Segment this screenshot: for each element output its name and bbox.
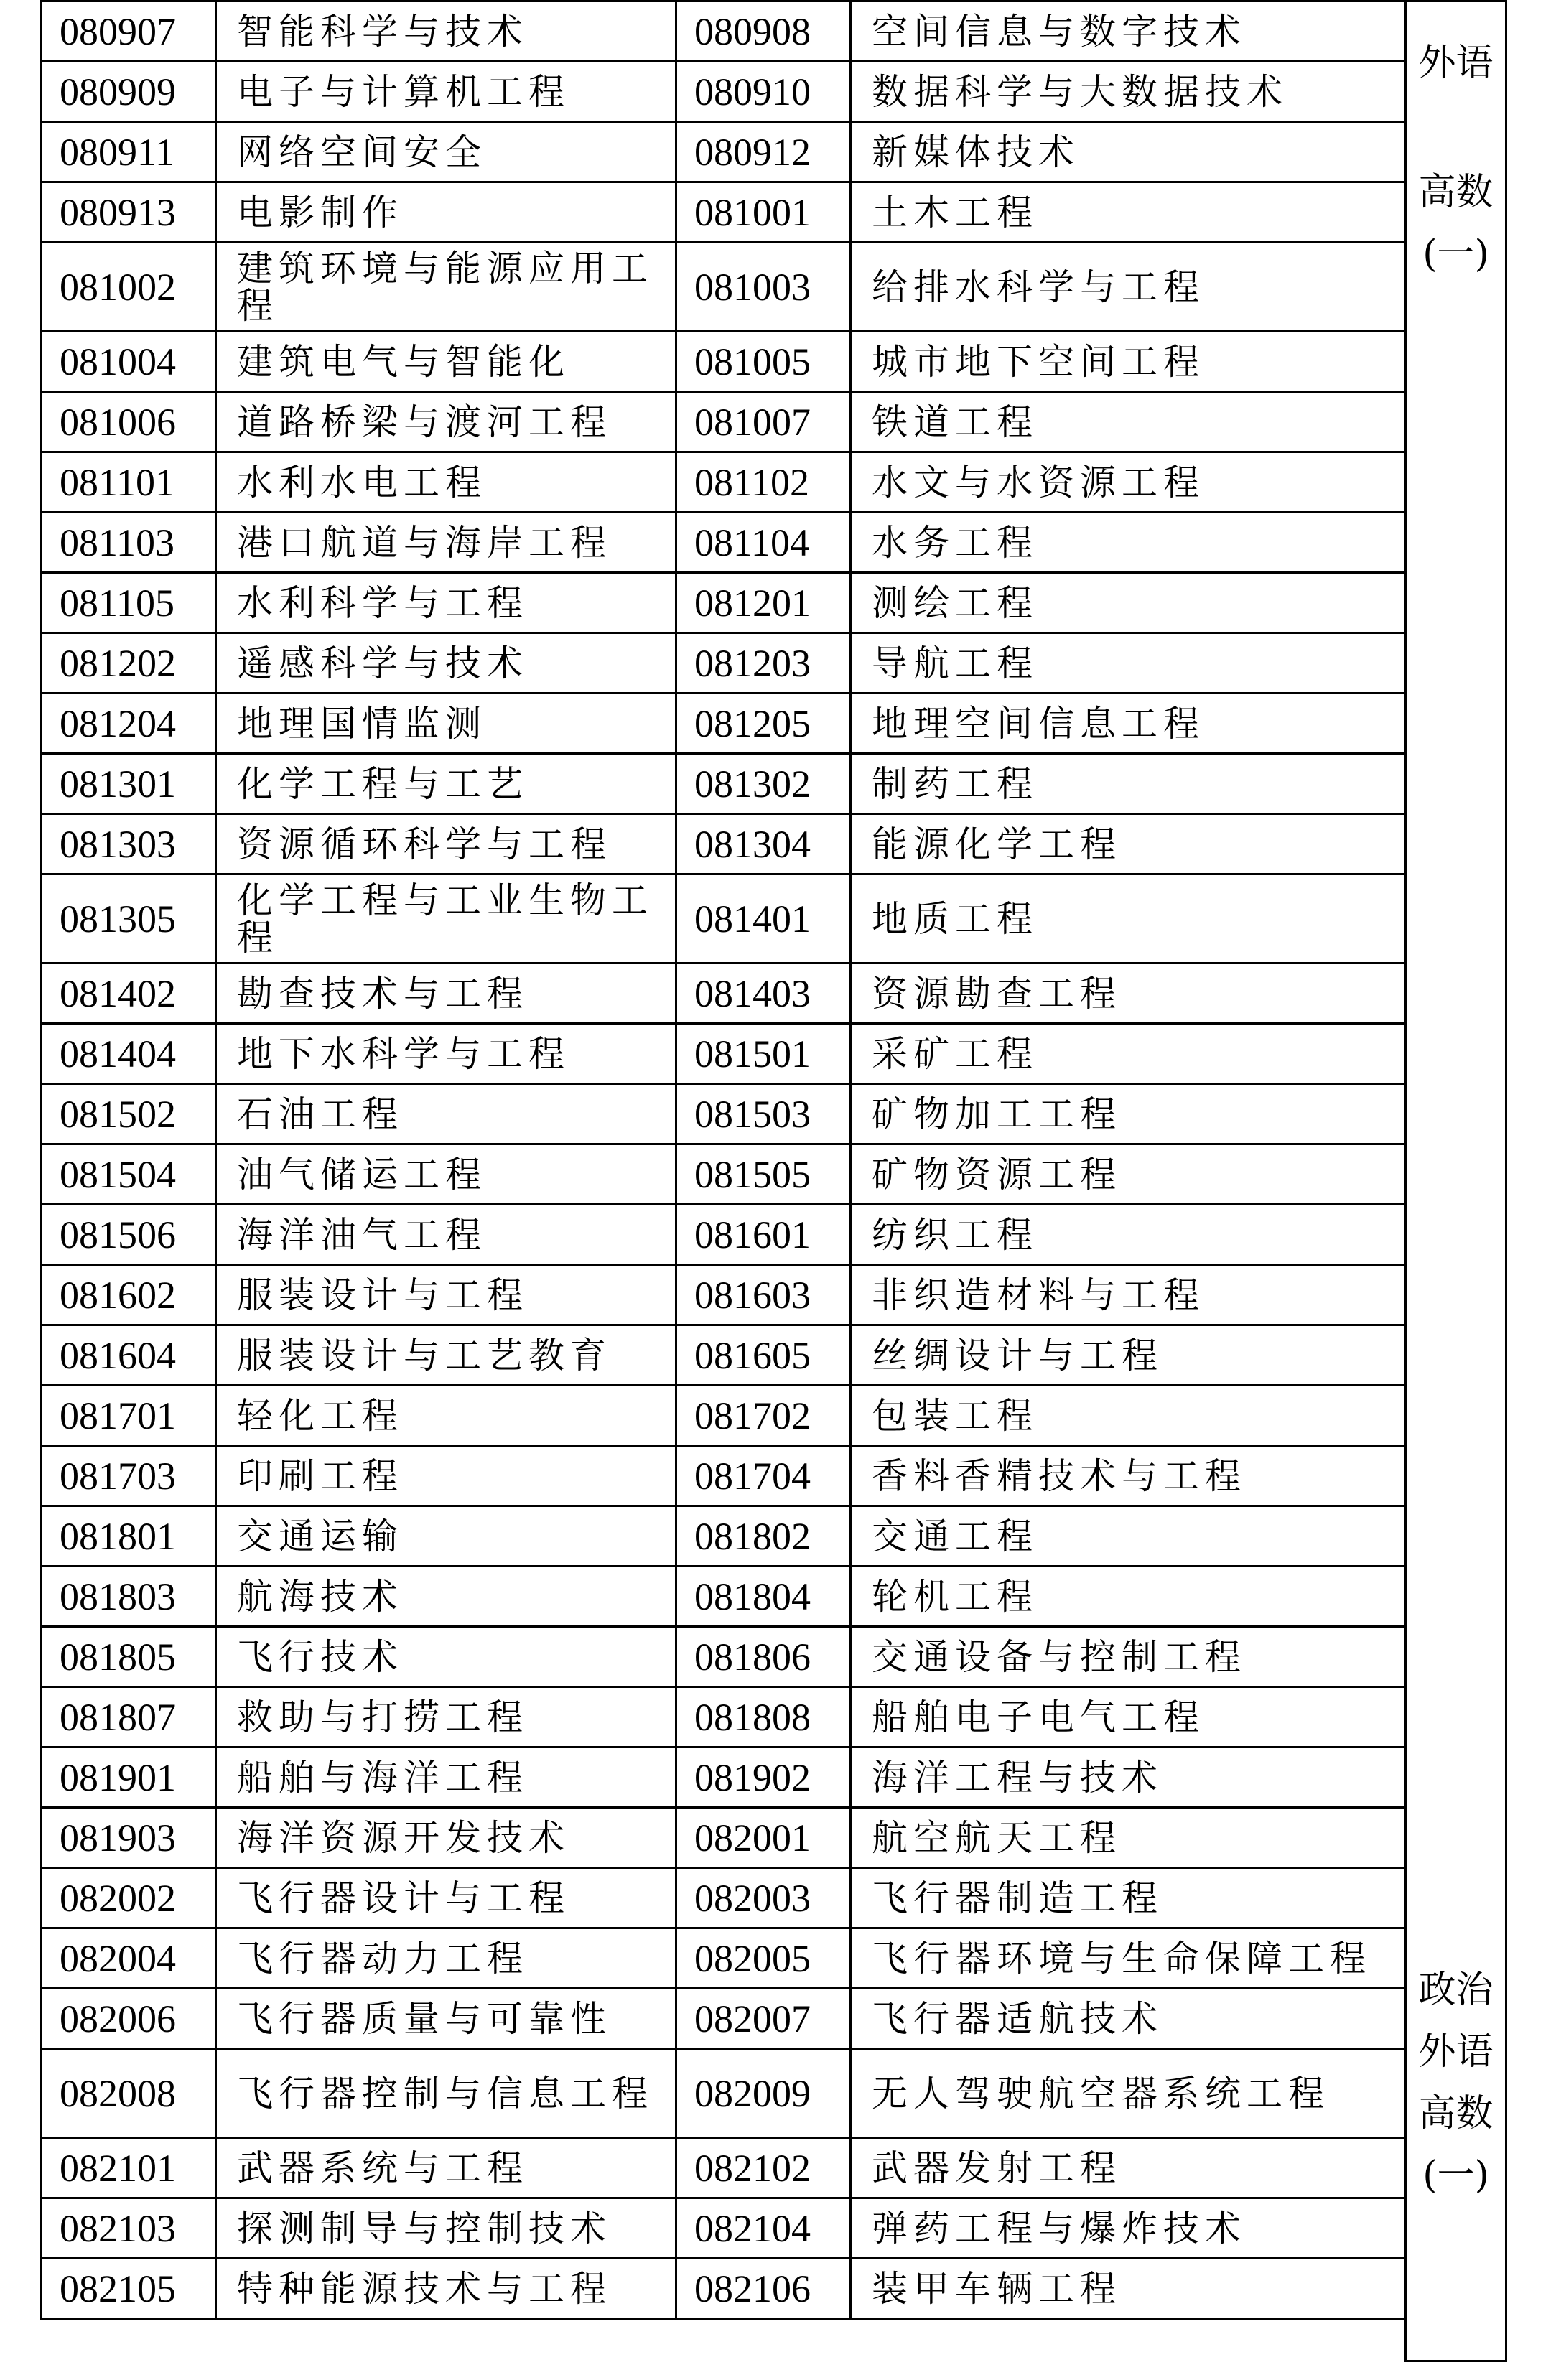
major-name: 水利科学与工程 xyxy=(216,573,676,633)
major-code: 081503 xyxy=(676,1084,851,1144)
table-row xyxy=(42,754,1406,814)
major-name: 海洋工程与技术 xyxy=(851,1747,1406,1808)
major-name: 资源循环科学与工程 xyxy=(216,814,676,874)
subject-line: 政治 xyxy=(1418,1969,1494,2012)
major-code: 081702 xyxy=(676,1386,851,1446)
major-name: 导航工程 xyxy=(851,633,1406,694)
major-name: 资源勘查工程 xyxy=(851,963,1406,1024)
major-code: 082106 xyxy=(676,2259,851,2319)
table-row xyxy=(42,2138,1406,2198)
major-name: 飞行器适航技术 xyxy=(851,1989,1406,2049)
major-code: 082103 xyxy=(42,2198,216,2259)
subject-line: 高数 xyxy=(1418,171,1494,214)
major-code: 082102 xyxy=(676,2138,851,2198)
table-row xyxy=(42,1446,1406,1506)
major-code: 081902 xyxy=(676,1747,851,1808)
table-row xyxy=(42,122,1406,182)
table-row xyxy=(42,1,1406,62)
major-code: 081205 xyxy=(676,694,851,754)
major-name: 飞行技术 xyxy=(216,1627,676,1687)
table-row xyxy=(42,573,1406,633)
major-name: 电影制作 xyxy=(216,182,676,243)
major-name: 海洋油气工程 xyxy=(216,1205,676,1265)
major-code: 082004 xyxy=(42,1928,216,1989)
table-row xyxy=(42,1205,1406,1265)
major-code: 081105 xyxy=(42,573,216,633)
major-code: 081703 xyxy=(42,1446,216,1506)
major-name: 飞行器控制与信息工程 xyxy=(216,2049,676,2138)
major-name: 探测制导与控制技术 xyxy=(216,2198,676,2259)
table-row xyxy=(42,1024,1406,1084)
major-code: 081802 xyxy=(676,1506,851,1567)
major-name: 飞行器动力工程 xyxy=(216,1928,676,1989)
major-code: 080909 xyxy=(42,62,216,122)
major-name: 海洋资源开发技术 xyxy=(216,1808,676,1868)
major-code: 081701 xyxy=(42,1386,216,1446)
table-row xyxy=(42,1386,1406,1446)
major-code: 080908 xyxy=(676,1,851,62)
major-code: 081808 xyxy=(676,1687,851,1747)
major-code: 081203 xyxy=(676,633,851,694)
table-row xyxy=(42,694,1406,754)
major-code: 081304 xyxy=(676,814,851,874)
major-code: 081807 xyxy=(42,1687,216,1747)
major-name: 航空航天工程 xyxy=(851,1808,1406,1868)
major-code: 081002 xyxy=(42,243,216,332)
major-name: 化学工程与工业生物工程 xyxy=(216,874,676,963)
major-name: 印刷工程 xyxy=(216,1446,676,1506)
table-row xyxy=(42,963,1406,1024)
subject-line: (一) xyxy=(1422,233,1489,276)
table-row xyxy=(42,182,1406,243)
major-name: 非织造材料与工程 xyxy=(851,1265,1406,1325)
major-code: 081805 xyxy=(42,1627,216,1687)
major-code: 081001 xyxy=(676,182,851,243)
major-name: 武器系统与工程 xyxy=(216,2138,676,2198)
major-code: 081302 xyxy=(676,754,851,814)
major-name: 油气储运工程 xyxy=(216,1144,676,1205)
major-name: 地理国情监测 xyxy=(216,694,676,754)
subject-line: 高数 xyxy=(1418,2092,1494,2135)
major-name: 水利水电工程 xyxy=(216,452,676,513)
major-code: 081601 xyxy=(676,1205,851,1265)
major-name: 救助与打捞工程 xyxy=(216,1687,676,1747)
major-code: 081903 xyxy=(42,1808,216,1868)
major-code: 081202 xyxy=(42,633,216,694)
major-name: 交通设备与控制工程 xyxy=(851,1627,1406,1687)
subject-line: (一) xyxy=(1422,2154,1489,2197)
major-code: 082105 xyxy=(42,2259,216,2319)
major-code: 082003 xyxy=(676,1868,851,1928)
major-name: 交通工程 xyxy=(851,1506,1406,1567)
table-row xyxy=(42,874,1406,963)
table-row xyxy=(42,1747,1406,1808)
major-code-table xyxy=(40,0,1407,2320)
major-name: 电子与计算机工程 xyxy=(216,62,676,122)
major-name: 无人驾驶航空器系统工程 xyxy=(851,2049,1406,2138)
table-row xyxy=(42,513,1406,573)
major-name: 航海技术 xyxy=(216,1567,676,1627)
table-row xyxy=(42,1687,1406,1747)
major-code: 081505 xyxy=(676,1144,851,1205)
major-code: 081403 xyxy=(676,963,851,1024)
major-name: 弹药工程与爆炸技术 xyxy=(851,2198,1406,2259)
major-name: 能源化学工程 xyxy=(851,814,1406,874)
table-row xyxy=(42,1567,1406,1627)
major-name: 建筑电气与智能化 xyxy=(216,332,676,392)
major-code: 081806 xyxy=(676,1627,851,1687)
major-code: 081003 xyxy=(676,243,851,332)
major-name: 轻化工程 xyxy=(216,1386,676,1446)
major-name: 船舶与海洋工程 xyxy=(216,1747,676,1808)
table-row xyxy=(42,1265,1406,1325)
major-name: 建筑环境与能源应用工程 xyxy=(216,243,676,332)
major-name: 飞行器质量与可靠性 xyxy=(216,1989,676,2049)
major-code: 081006 xyxy=(42,392,216,452)
major-code: 080910 xyxy=(676,62,851,122)
major-name: 交通运输 xyxy=(216,1506,676,1567)
major-code: 081604 xyxy=(42,1325,216,1386)
major-name: 石油工程 xyxy=(216,1084,676,1144)
subject-line: 外语 xyxy=(1418,2030,1494,2073)
table-row xyxy=(42,452,1406,513)
major-name: 飞行器设计与工程 xyxy=(216,1868,676,1928)
major-name: 轮机工程 xyxy=(851,1567,1406,1627)
major-table-body xyxy=(42,1,1406,2319)
major-code: 081007 xyxy=(676,392,851,452)
table-row xyxy=(42,1868,1406,1928)
major-code: 081102 xyxy=(676,452,851,513)
major-name: 船舶电子电气工程 xyxy=(851,1687,1406,1747)
table-row xyxy=(42,1506,1406,1567)
table-row xyxy=(42,243,1406,332)
major-name: 网络空间安全 xyxy=(216,122,676,182)
major-name: 城市地下空间工程 xyxy=(851,332,1406,392)
major-name: 港口航道与海岸工程 xyxy=(216,513,676,573)
table-row xyxy=(42,62,1406,122)
table-row xyxy=(42,1325,1406,1386)
major-name: 给排水科学与工程 xyxy=(851,243,1406,332)
major-name: 香料香精技术与工程 xyxy=(851,1446,1406,1506)
table-row xyxy=(42,633,1406,694)
major-code: 082001 xyxy=(676,1808,851,1868)
major-code: 081803 xyxy=(42,1567,216,1627)
major-code: 081506 xyxy=(42,1205,216,1265)
major-code: 081402 xyxy=(42,963,216,1024)
major-code: 081101 xyxy=(42,452,216,513)
major-name: 测绘工程 xyxy=(851,573,1406,633)
table-row xyxy=(42,1084,1406,1144)
major-code: 082006 xyxy=(42,1989,216,2049)
table-row xyxy=(42,1144,1406,1205)
major-code: 082007 xyxy=(676,1989,851,2049)
major-code: 081602 xyxy=(42,1265,216,1325)
major-name: 地理空间信息工程 xyxy=(851,694,1406,754)
major-name: 化学工程与工艺 xyxy=(216,754,676,814)
major-code: 082005 xyxy=(676,1928,851,1989)
major-code: 081502 xyxy=(42,1084,216,1144)
major-name: 地下水科学与工程 xyxy=(216,1024,676,1084)
major-name: 纺织工程 xyxy=(851,1205,1406,1265)
major-name: 丝绸设计与工程 xyxy=(851,1325,1406,1386)
major-name: 智能科学与技术 xyxy=(216,1,676,62)
major-name: 武器发射工程 xyxy=(851,2138,1406,2198)
major-code: 082104 xyxy=(676,2198,851,2259)
major-code: 080913 xyxy=(42,182,216,243)
major-name: 矿物加工工程 xyxy=(851,1084,1406,1144)
major-name: 矿物资源工程 xyxy=(851,1144,1406,1205)
table-row xyxy=(42,2049,1406,2138)
major-name: 飞行器环境与生命保障工程 xyxy=(851,1928,1406,1989)
major-code: 081004 xyxy=(42,332,216,392)
major-name: 飞行器制造工程 xyxy=(851,1868,1406,1928)
major-name: 地质工程 xyxy=(851,874,1406,963)
major-code: 080907 xyxy=(42,1,216,62)
major-code: 081603 xyxy=(676,1265,851,1325)
table-row xyxy=(42,1928,1406,1989)
table-row xyxy=(42,1989,1406,2049)
exam-subjects-column xyxy=(1407,0,1507,2362)
major-code: 081901 xyxy=(42,1747,216,1808)
table-row xyxy=(42,392,1406,452)
major-code: 082009 xyxy=(676,2049,851,2138)
table-row xyxy=(42,2198,1406,2259)
major-code: 081401 xyxy=(676,874,851,963)
table-row xyxy=(42,1627,1406,1687)
major-name: 水务工程 xyxy=(851,513,1406,573)
major-name: 道路桥梁与渡河工程 xyxy=(216,392,676,452)
major-name: 水文与水资源工程 xyxy=(851,452,1406,513)
major-code: 081201 xyxy=(676,573,851,633)
major-name: 数据科学与大数据技术 xyxy=(851,62,1406,122)
major-table-page xyxy=(40,0,1534,2362)
major-name: 装甲车辆工程 xyxy=(851,2259,1406,2319)
major-name: 特种能源技术与工程 xyxy=(216,2259,676,2319)
major-code: 081504 xyxy=(42,1144,216,1205)
subject-line: 外语 xyxy=(1418,42,1494,85)
table-row xyxy=(42,2259,1406,2319)
major-code: 082002 xyxy=(42,1868,216,1928)
major-code: 081804 xyxy=(676,1567,851,1627)
major-code: 081801 xyxy=(42,1506,216,1567)
major-code: 081704 xyxy=(676,1446,851,1506)
major-code: 081301 xyxy=(42,754,216,814)
table-row xyxy=(42,814,1406,874)
major-code: 081501 xyxy=(676,1024,851,1084)
major-name: 新媒体技术 xyxy=(851,122,1406,182)
major-name: 铁道工程 xyxy=(851,392,1406,452)
major-code: 081204 xyxy=(42,694,216,754)
major-name: 包装工程 xyxy=(851,1386,1406,1446)
major-name: 土木工程 xyxy=(851,182,1406,243)
major-name: 制药工程 xyxy=(851,754,1406,814)
major-code: 082008 xyxy=(42,2049,216,2138)
major-code: 081605 xyxy=(676,1325,851,1386)
major-code: 080912 xyxy=(676,122,851,182)
major-name: 服装设计与工程 xyxy=(216,1265,676,1325)
major-code: 082101 xyxy=(42,2138,216,2198)
major-name: 服装设计与工艺教育 xyxy=(216,1325,676,1386)
major-code: 081404 xyxy=(42,1024,216,1084)
major-code: 080911 xyxy=(42,122,216,182)
table-row xyxy=(42,332,1406,392)
major-code: 081103 xyxy=(42,513,216,573)
major-code: 081303 xyxy=(42,814,216,874)
major-name: 采矿工程 xyxy=(851,1024,1406,1084)
table-row xyxy=(42,1808,1406,1868)
major-code: 081104 xyxy=(676,513,851,573)
major-code: 081005 xyxy=(676,332,851,392)
major-name: 勘查技术与工程 xyxy=(216,963,676,1024)
major-name: 空间信息与数字技术 xyxy=(851,1,1406,62)
major-code: 081305 xyxy=(42,874,216,963)
major-name: 遥感科学与技术 xyxy=(216,633,676,694)
